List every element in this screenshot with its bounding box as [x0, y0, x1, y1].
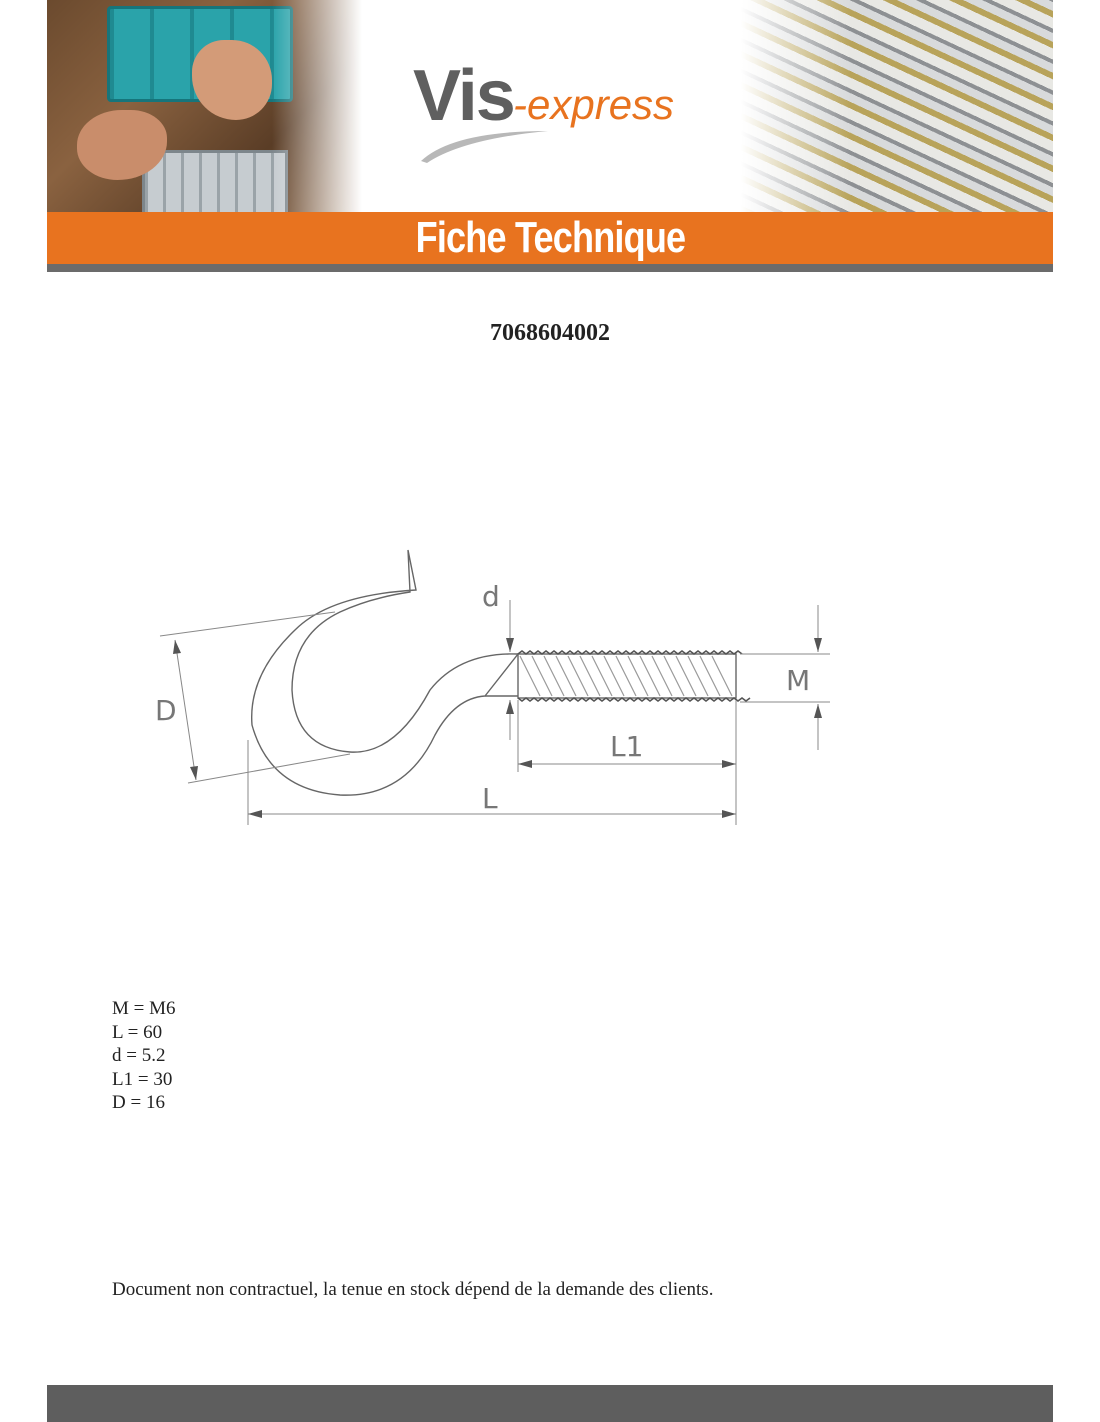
- label-L: L: [482, 782, 498, 815]
- dim-line-D: [175, 640, 196, 780]
- spec-list: [112, 997, 176, 1115]
- header-photo-screws: [741, 0, 1053, 212]
- photo-hand: [192, 40, 272, 120]
- spec-key: M: [112, 998, 129, 1019]
- logo-main-text: Vis: [413, 56, 514, 136]
- disclaimer-text: Document non contractuel, la tenue en stock dépend de la demande des clients.: [112, 1279, 714, 1300]
- spec-key: L1: [112, 1068, 134, 1090]
- spec-key: d: [112, 1045, 122, 1066]
- label-d: d: [482, 580, 500, 613]
- thread-teeth: [518, 651, 750, 701]
- banner-rule: [47, 264, 1053, 272]
- label-M: M: [786, 664, 811, 697]
- spec-value: 16: [145, 1092, 165, 1113]
- hook-screw-drawing: [140, 540, 860, 840]
- spec-row: L = 60: [112, 1021, 163, 1043]
- logo-suffix-text: -express: [513, 81, 675, 128]
- spec-row: M = M6: [112, 998, 176, 1019]
- hook-outer-contour: [252, 550, 518, 795]
- spec-key: D: [112, 1092, 126, 1113]
- photo-fade: [272, 0, 362, 212]
- spec-key: L: [112, 1021, 123, 1043]
- product-reference: 7068604002: [490, 320, 610, 346]
- photo-fade: [741, 0, 851, 212]
- thread-hatching: [520, 656, 732, 696]
- spec-row: L1 = 30: [112, 1068, 173, 1090]
- label-L1: L1: [610, 730, 644, 763]
- banner-title: Fiche Technique: [415, 213, 685, 262]
- spec-value: 5.2: [141, 1045, 166, 1066]
- thread-body: [518, 654, 736, 698]
- dim-ext-D-bottom: [188, 754, 350, 783]
- spec-value: 30: [153, 1068, 173, 1090]
- spec-row: D = 16: [112, 1092, 165, 1113]
- dim-ext-D-top: [160, 612, 335, 636]
- vis-express-logo: [413, 55, 713, 165]
- title-banner: [47, 212, 1053, 264]
- label-D: D: [155, 694, 177, 727]
- spec-value: M6: [149, 998, 176, 1019]
- footer-bar: [47, 1385, 1053, 1422]
- header-photo-tools: [47, 0, 362, 212]
- photo-tray-screws: [142, 150, 288, 212]
- spec-row: d = 5.2: [112, 1045, 166, 1066]
- logo-swoosh-icon: [413, 125, 553, 165]
- spec-value: 60: [143, 1021, 163, 1043]
